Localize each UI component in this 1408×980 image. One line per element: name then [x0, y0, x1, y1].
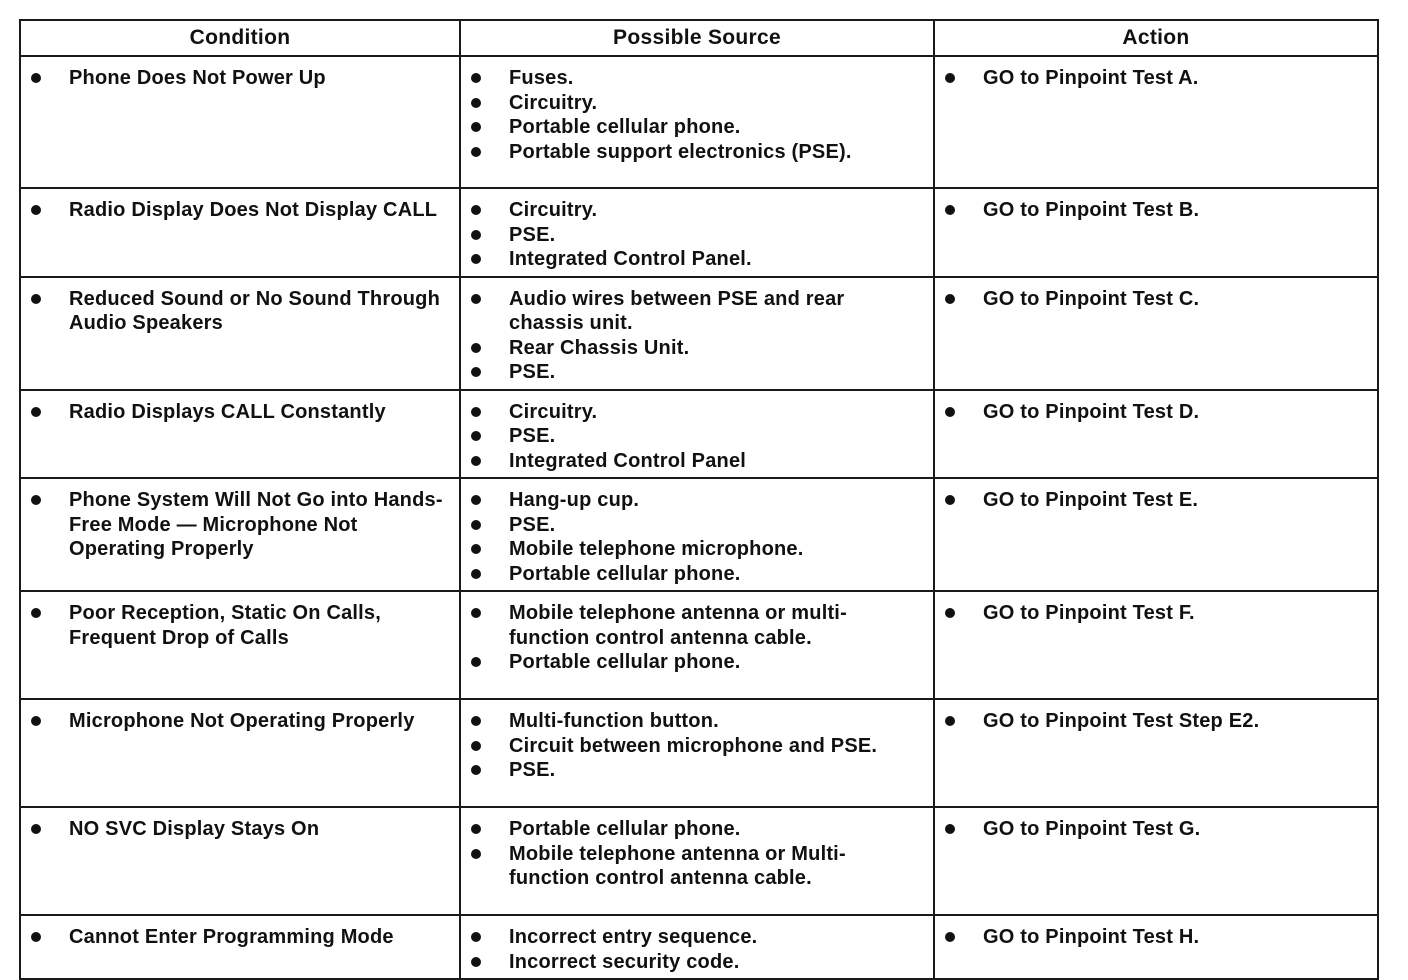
table-row: [20, 915, 1378, 979]
source-cell: [460, 188, 934, 277]
action-item: [935, 817, 1377, 842]
table-row: [20, 390, 1378, 479]
action-cell: [934, 699, 1378, 807]
table-body: [20, 56, 1378, 979]
source-item: [461, 424, 933, 449]
source-text: Portable cellular phone.: [509, 562, 741, 585]
source-text: PSE.: [509, 425, 556, 447]
bullet-icon: [31, 824, 41, 834]
source-item: [461, 513, 933, 538]
action-item: [935, 488, 1377, 513]
bullet-icon: [945, 294, 955, 304]
action-item: [935, 400, 1377, 425]
action-cell: [934, 277, 1378, 390]
source-item: [461, 66, 933, 91]
source-item: [461, 488, 933, 513]
condition-cell: [20, 699, 460, 807]
bullet-icon: [471, 520, 481, 530]
source-item: [461, 91, 933, 116]
source-text: Mobile telephone antenna or Multi-function control antenna cable.: [509, 842, 846, 889]
bullet-icon: [471, 456, 481, 466]
table-row: [20, 807, 1378, 915]
action-text: GO to Pinpoint Test A.: [983, 67, 1199, 89]
condition-item: [21, 709, 459, 734]
table-row: [20, 188, 1378, 277]
bullet-icon: [471, 824, 481, 834]
source-text: PSE.: [509, 513, 556, 536]
table-row: [20, 591, 1378, 699]
source-text: Circuitry.: [509, 199, 598, 221]
source-item: [461, 198, 933, 223]
action-cell: [934, 390, 1378, 479]
condition-item: [21, 287, 459, 336]
source-cell: [460, 478, 934, 591]
bullet-icon: [471, 205, 481, 215]
action-text: GO to Pinpoint Test E.: [983, 489, 1199, 511]
bullet-icon: [471, 431, 481, 441]
condition-item: [21, 488, 459, 562]
condition-text: Radio Displays CALL Constantly: [69, 400, 386, 423]
source-text: Mobile telephone antenna or multi-function control antenna cable.: [509, 602, 847, 649]
action-cell: [934, 591, 1378, 699]
condition-item: [21, 400, 459, 425]
source-item: [461, 140, 933, 165]
bullet-icon: [471, 716, 481, 726]
condition-item: [21, 925, 459, 950]
action-text: GO to Pinpoint Test F.: [983, 602, 1195, 624]
condition-item: [21, 817, 459, 842]
bullet-icon: [945, 407, 955, 417]
source-item: [461, 601, 933, 650]
source-item: [461, 842, 933, 891]
condition-cell: [20, 277, 460, 390]
bullet-icon: [471, 765, 481, 775]
source-item: [461, 758, 933, 783]
condition-cell: [20, 807, 460, 915]
table-row: [20, 277, 1378, 390]
condition-text: Phone Does Not Power Up: [69, 67, 326, 89]
source-text: PSE.: [509, 759, 556, 781]
source-item: [461, 950, 933, 975]
bullet-icon: [31, 73, 41, 83]
source-item: [461, 650, 933, 675]
source-item: [461, 449, 933, 474]
bullet-icon: [945, 608, 955, 618]
bullet-icon: [471, 569, 481, 579]
source-item: [461, 223, 933, 248]
bullet-icon: [31, 294, 41, 304]
condition-cell: [20, 591, 460, 699]
bullet-icon: [471, 98, 481, 108]
bullet-icon: [471, 608, 481, 618]
condition-cell: [20, 188, 460, 277]
condition-item: [21, 601, 459, 650]
condition-cell: [20, 390, 460, 479]
source-text: Incorrect security code.: [509, 950, 740, 973]
action-cell: [934, 188, 1378, 277]
source-cell: [460, 807, 934, 915]
source-text: Rear Chassis Unit.: [509, 336, 690, 359]
source-item: [461, 360, 933, 385]
header-condition: Condition: [20, 20, 460, 56]
bullet-icon: [471, 407, 481, 417]
bullet-icon: [471, 122, 481, 132]
action-text: GO to Pinpoint Test C.: [983, 287, 1200, 310]
bullet-icon: [945, 73, 955, 83]
source-text: Multi-function button.: [509, 710, 719, 732]
source-item: [461, 400, 933, 425]
bullet-icon: [31, 932, 41, 942]
action-item: [935, 709, 1377, 734]
bullet-icon: [31, 716, 41, 726]
table-row: [20, 56, 1378, 188]
condition-text: Phone System Will Not Go into Hands-Free Mode — Microphone Not Operating Properly: [69, 489, 443, 560]
action-cell: [934, 478, 1378, 591]
bullet-icon: [945, 495, 955, 505]
action-item: [935, 925, 1377, 950]
bullet-icon: [945, 205, 955, 215]
source-text: Circuitry.: [509, 91, 598, 114]
action-text: GO to Pinpoint Test Step E2.: [983, 710, 1260, 732]
bullet-icon: [471, 932, 481, 942]
action-text: GO to Pinpoint Test G.: [983, 818, 1201, 840]
action-cell: [934, 56, 1378, 188]
source-text: Portable support electronics (PSE).: [509, 140, 852, 163]
bullet-icon: [471, 741, 481, 751]
bullet-icon: [471, 343, 481, 353]
source-cell: [460, 591, 934, 699]
source-text: Circuit between microphone and PSE.: [509, 734, 878, 757]
bullet-icon: [471, 73, 481, 83]
source-cell: [460, 699, 934, 807]
action-cell: [934, 915, 1378, 979]
source-text: Portable cellular phone.: [509, 116, 741, 138]
action-text: GO to Pinpoint Test D.: [983, 400, 1200, 423]
source-item: [461, 287, 933, 336]
action-text: GO to Pinpoint Test H.: [983, 926, 1200, 948]
table-row: [20, 699, 1378, 807]
source-item: [461, 247, 933, 272]
condition-text: Microphone Not Operating Properly: [69, 710, 415, 732]
bullet-icon: [471, 849, 481, 859]
source-item: [461, 709, 933, 734]
source-text: Integrated Control Panel.: [509, 248, 752, 270]
symptom-chart-table: [19, 19, 1379, 980]
bullet-icon: [471, 957, 481, 967]
source-item: [461, 562, 933, 587]
source-text: Integrated Control Panel: [509, 449, 747, 472]
condition-cell: [20, 915, 460, 979]
source-cell: [460, 277, 934, 390]
diagnosis-table-container: [19, 19, 1377, 980]
source-text: PSE.: [509, 223, 556, 246]
condition-text: Radio Display Does Not Display CALL: [69, 199, 438, 221]
source-item: [461, 336, 933, 361]
source-text: Hang-up cup.: [509, 489, 640, 511]
bullet-icon: [31, 495, 41, 505]
bullet-icon: [945, 716, 955, 726]
action-item: [935, 601, 1377, 626]
source-text: Incorrect entry sequence.: [509, 926, 758, 948]
source-item: [461, 734, 933, 759]
source-item: [461, 115, 933, 140]
bullet-icon: [471, 254, 481, 264]
bullet-icon: [945, 824, 955, 834]
action-item: [935, 198, 1377, 223]
header-possible-source: Possible Source: [460, 20, 934, 56]
bullet-icon: [471, 147, 481, 157]
table-header: [20, 20, 1378, 56]
table-row: [20, 478, 1378, 591]
source-text: PSE.: [509, 361, 556, 383]
bullet-icon: [471, 294, 481, 304]
source-cell: [460, 390, 934, 479]
source-text: Fuses.: [509, 67, 574, 89]
action-cell: [934, 807, 1378, 915]
condition-item: [21, 66, 459, 91]
condition-text: Cannot Enter Programming Mode: [69, 926, 394, 948]
bullet-icon: [945, 932, 955, 942]
source-item: [461, 925, 933, 950]
source-item: [461, 817, 933, 842]
bullet-icon: [31, 407, 41, 417]
action-item: [935, 66, 1377, 91]
bullet-icon: [471, 230, 481, 240]
source-item: [461, 537, 933, 562]
condition-text: NO SVC Display Stays On: [69, 818, 320, 840]
source-text: Portable cellular phone.: [509, 818, 741, 840]
source-text: Audio wires between PSE and rear chassis unit.: [509, 287, 845, 334]
source-text: Circuitry.: [509, 400, 598, 423]
source-cell: [460, 56, 934, 188]
header-row: [20, 20, 1378, 56]
bullet-icon: [471, 544, 481, 554]
source-text: Mobile telephone microphone.: [509, 538, 804, 560]
condition-text: Poor Reception, Static On Calls, Frequent Drop of Calls: [69, 602, 382, 649]
source-text: Portable cellular phone.: [509, 651, 741, 673]
condition-text: Reduced Sound or No Sound Through Audio Speakers: [69, 287, 441, 334]
condition-cell: [20, 478, 460, 591]
source-cell: [460, 915, 934, 979]
condition-cell: [20, 56, 460, 188]
header-action: Action: [934, 20, 1378, 56]
action-text: GO to Pinpoint Test B.: [983, 199, 1200, 221]
bullet-icon: [471, 367, 481, 377]
bullet-icon: [31, 608, 41, 618]
bullet-icon: [471, 657, 481, 667]
condition-item: [21, 198, 459, 223]
bullet-icon: [471, 495, 481, 505]
action-item: [935, 287, 1377, 312]
bullet-icon: [31, 205, 41, 215]
